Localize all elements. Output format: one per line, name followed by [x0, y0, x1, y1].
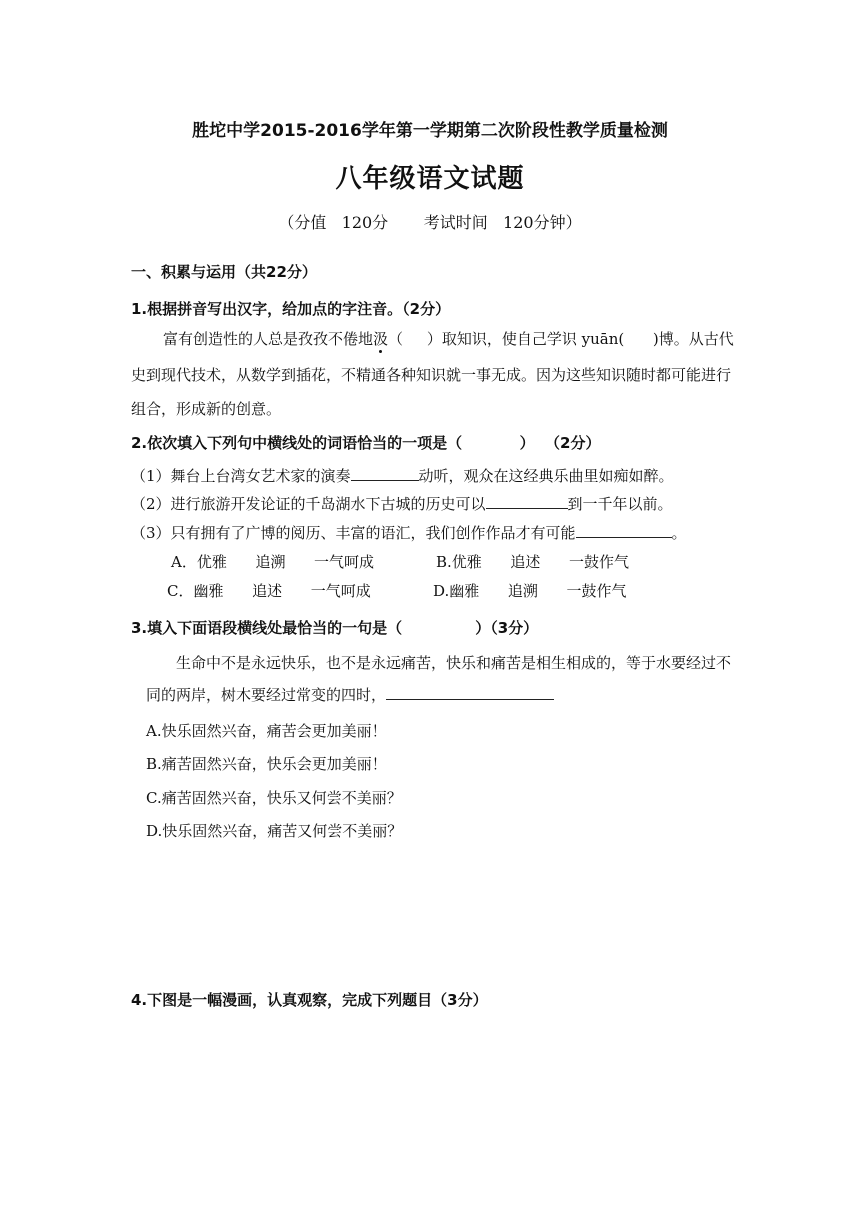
q1-dotted-char: 汲: [373, 330, 389, 348]
q1-line2: 史到现代技术，从数学到插花，不精通各种知识就一事无成。因为这些知识随时都可能进行: [131, 366, 732, 384]
q3-para2-text: 同的两岸，树木要经过常变的四时，: [146, 686, 387, 704]
q3-option-c[interactable]: C.痛苦固然兴奋，快乐又何尝不美丽？: [146, 789, 402, 807]
q3-option-b[interactable]: B.痛苦固然兴奋，快乐会更加美丽！: [146, 755, 387, 773]
q2-s2-text-b: 到一千年以前。: [567, 495, 673, 513]
q2-sentence-1: [131, 465, 674, 486]
school-line: 胜坨中学2015-2016学年第一学期第二次阶段性教学质量检测: [192, 121, 668, 141]
q2-s3-text-b: 。: [671, 524, 687, 542]
q2-option-a[interactable]: A．优雅 追溯 一气呵成: [171, 553, 375, 571]
q2-option-c[interactable]: C．幽雅 追述 一气呵成: [167, 582, 371, 600]
q4-prompt: 4.下图是一幅漫画，认真观察，完成下列题目（3分）: [131, 991, 488, 1009]
exam-meta: [0, 210, 860, 233]
exam-title: 八年级语文试题: [335, 164, 525, 194]
q3-para-line1: 生命中不是永远快乐，也不是永远痛苦，快乐和痛苦是相生相成的，等于水要经过不: [176, 654, 732, 672]
q2-option-b[interactable]: B.优雅 追述 一鼓作气: [436, 553, 630, 571]
q1-line3: 组合，形成新的创意。: [131, 400, 282, 418]
q2-prompt: 2.依次填入下列句中横线处的词语恰当的一项是（ ） （2分）: [131, 434, 601, 452]
q2-sentence-2: [131, 493, 673, 514]
q3-prompt: 3.填入下面语段横线处最恰当的一句是（ ）（3分）: [131, 619, 539, 637]
q2-s1-text-b: 动听，观众在这经典乐曲里如痴如醉。: [418, 467, 674, 485]
q3-para-line2: [146, 684, 554, 705]
q2-s3-text-a: （3）只有拥有了广博的阅历、丰富的语汇，我们创作作品才有可能: [131, 524, 576, 542]
q1-line1: [163, 328, 734, 349]
q1-text-b: （ ）取知识，使自己学识 yuān( )博。从古代: [388, 330, 734, 348]
q2-option-d[interactable]: D.幽雅 追溯 一鼓作气: [433, 582, 627, 600]
score-label: （分值 120分: [278, 213, 389, 232]
q1-prompt: 1.根据拼音写出汉字，给加点的字注音。（2分）: [131, 300, 451, 318]
q2-sentence-3: [131, 522, 687, 543]
answer-blank[interactable]: [386, 685, 554, 700]
time-label: 考试时间 120分钟）: [423, 213, 582, 232]
q1-text-a: 富有创造性的人总是孜孜不倦地: [163, 330, 374, 348]
q3-option-d[interactable]: D.快乐固然兴奋，痛苦又何尝不美丽？: [146, 822, 403, 840]
q2-s1-text-a: （1）舞台上台湾女艺术家的演奏: [131, 467, 351, 485]
q3-option-a[interactable]: A.快乐固然兴奋，痛苦会更加美丽！: [146, 722, 387, 740]
answer-blank[interactable]: [486, 494, 568, 509]
section-heading: 一、积累与运用（共22分）: [131, 263, 317, 281]
answer-blank[interactable]: [576, 523, 672, 538]
q2-s2-text-a: （2）进行旅游开发论证的千岛湖水下古城的历史可以: [131, 495, 486, 513]
answer-blank[interactable]: [351, 466, 419, 481]
